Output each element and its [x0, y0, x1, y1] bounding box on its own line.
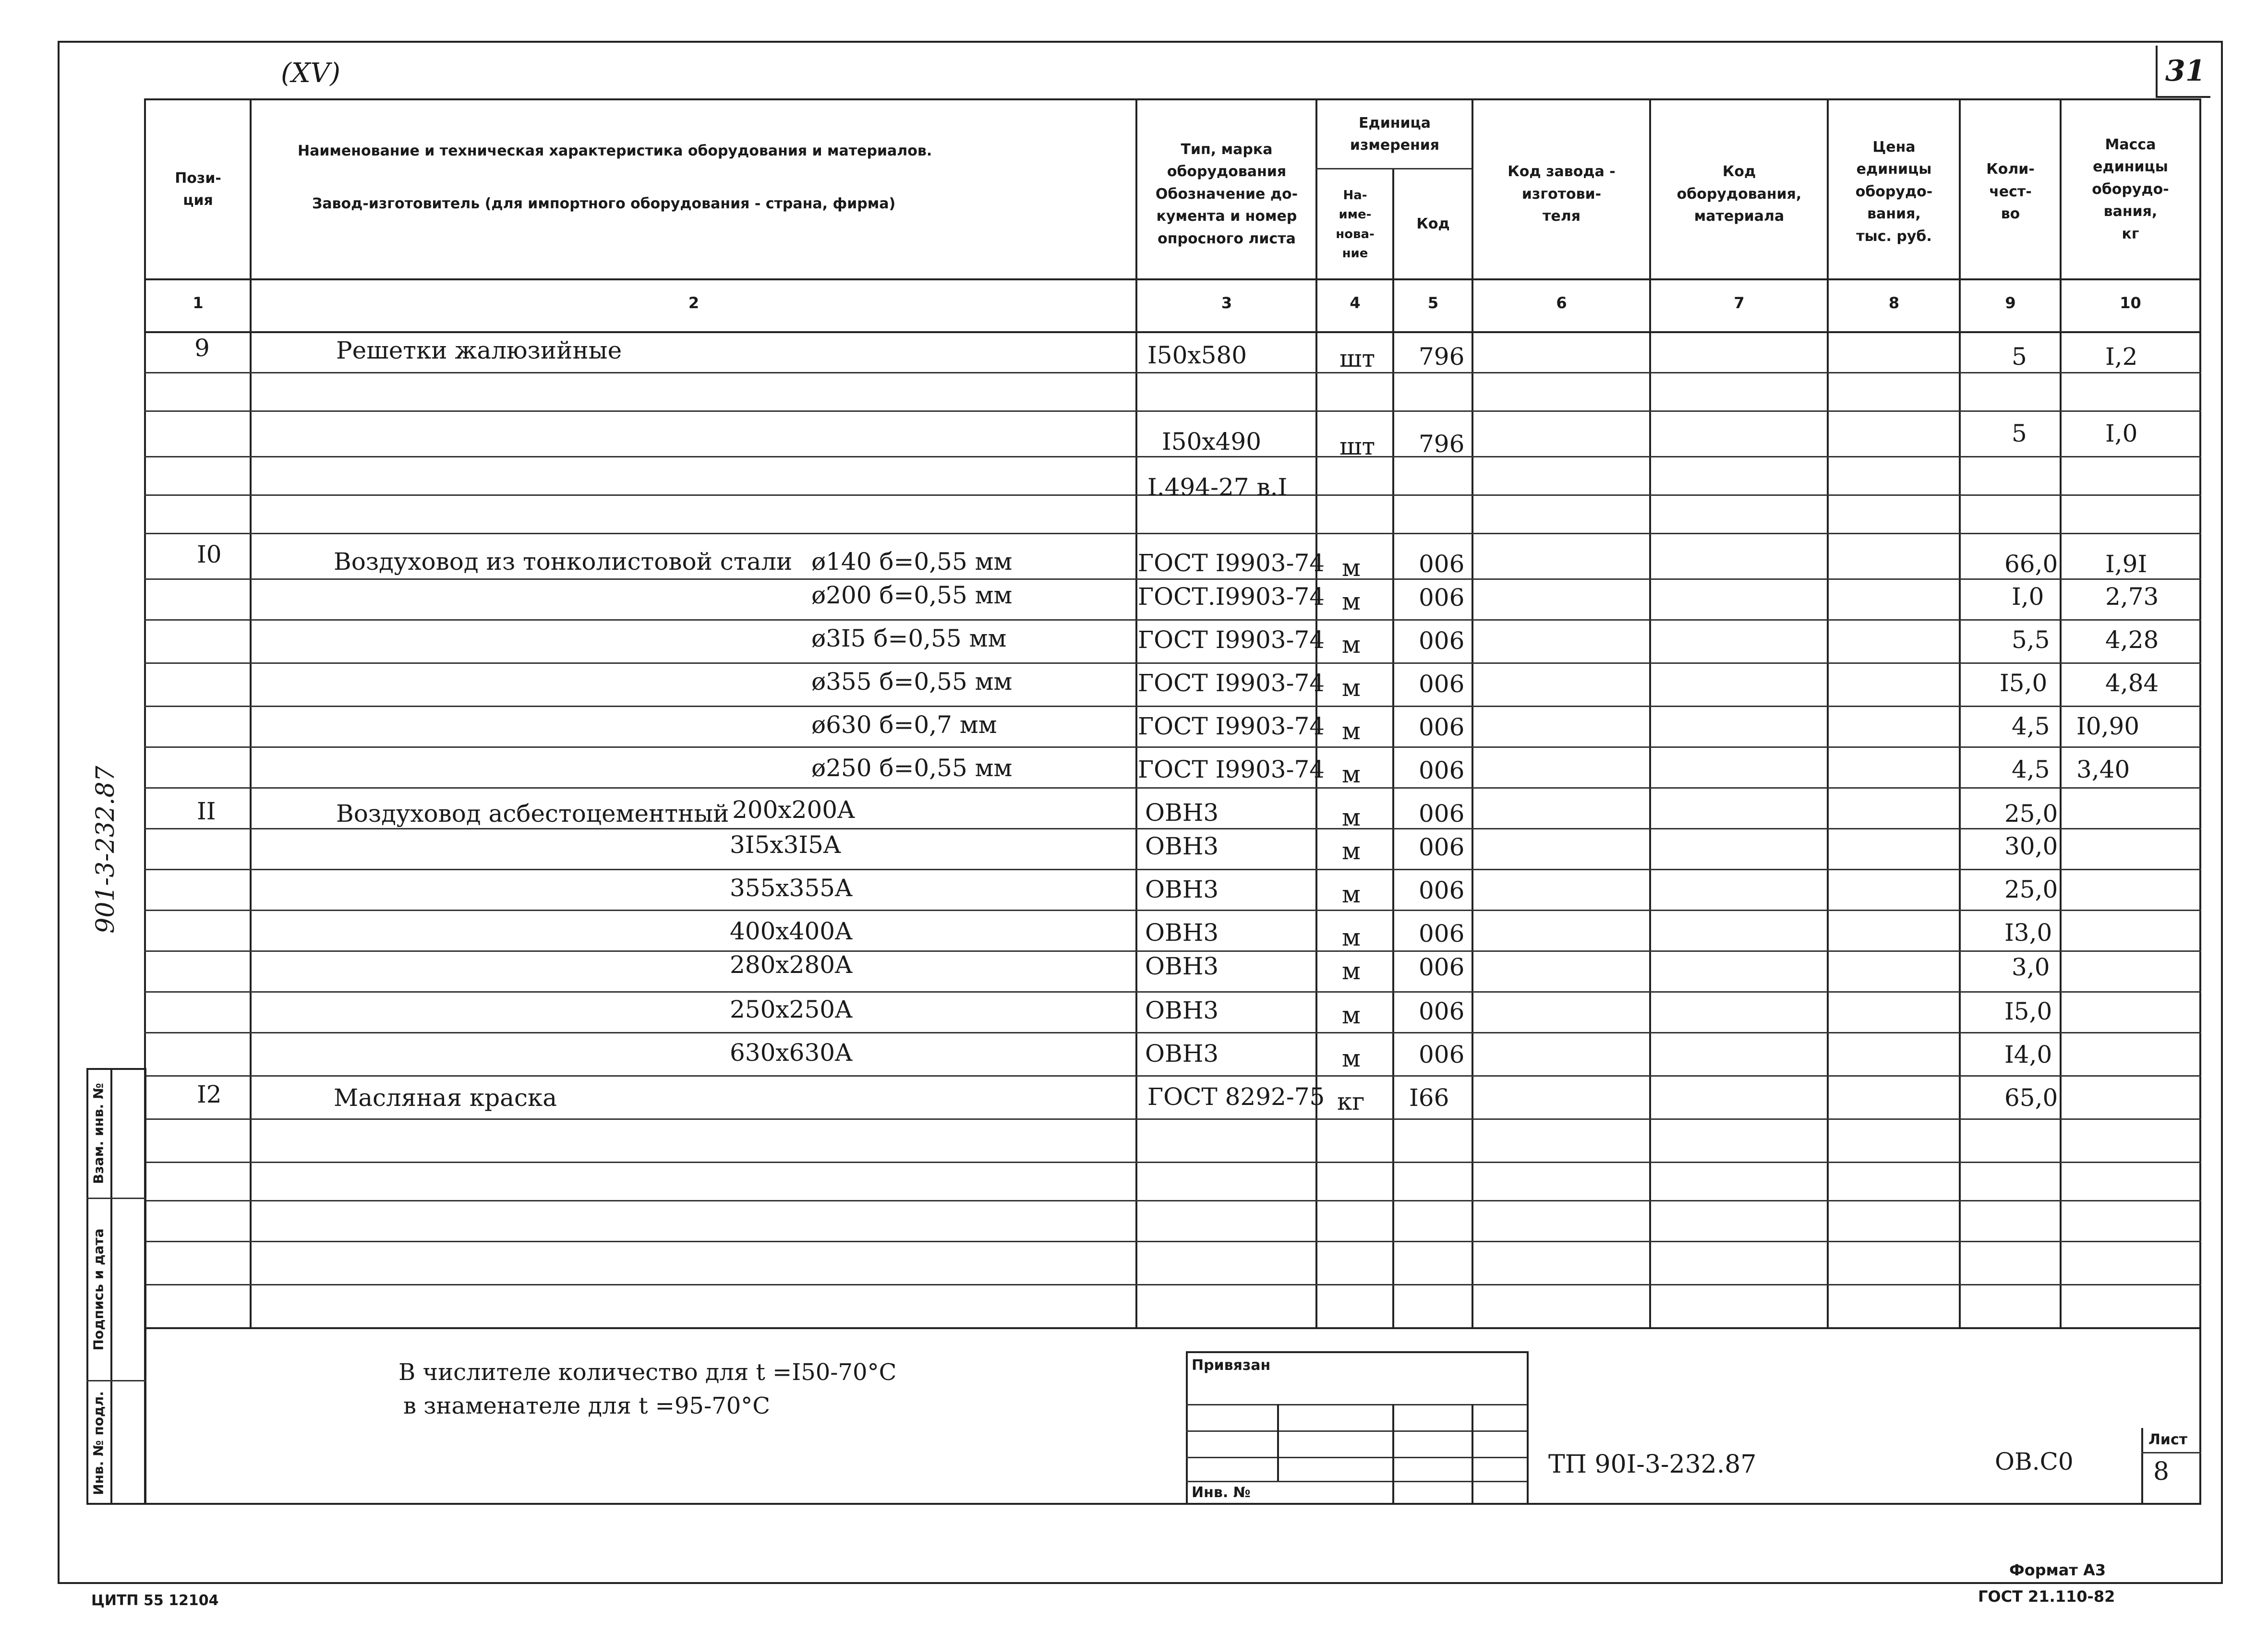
row-qty: 65,0 — [2004, 1084, 2058, 1112]
stamp-list-label: Лист — [2148, 1431, 2188, 1448]
row-name-detail: 280x280A — [730, 951, 853, 979]
row-unit: м — [1342, 957, 1361, 985]
header-manufacturer-code: Код завода - изготови- теля — [1508, 163, 1616, 225]
row-position: I2 — [197, 1080, 222, 1108]
col-number: 3 — [1221, 294, 1232, 312]
row-qty: 3,0 — [2012, 953, 2050, 981]
header-type: Тип, марка оборудования Обозначение до- кумента и номер опросного листа — [1155, 141, 1298, 247]
side-label-vzam: Взам. инв. № — [90, 1083, 107, 1184]
row-line — [144, 828, 2201, 829]
row-unit: м — [1342, 588, 1361, 615]
col-line — [2060, 98, 2062, 1327]
stamp-doc-code: ТП 90I-3-232.87 — [1548, 1450, 1757, 1479]
row-unit: м — [1342, 674, 1361, 702]
row-mass: I,9I — [2105, 550, 2147, 578]
side-label-inv-podl: Инв. № подл. — [90, 1391, 107, 1495]
row-code: 006 — [1419, 833, 1465, 861]
stamp-vline — [1472, 1404, 1473, 1505]
row-code: 006 — [1419, 584, 1465, 612]
row-mass: I0,90 — [2076, 712, 2140, 740]
row-line — [144, 746, 2201, 748]
row-qty: I5,0 — [2000, 669, 2048, 697]
row-unit: м — [1342, 1001, 1361, 1029]
row-name: Воздуховод из тонколистовой стали — [334, 548, 793, 576]
row-name-detail: ø630 б=0,7 мм — [811, 711, 997, 739]
row-unit: шт — [1339, 345, 1375, 372]
side-strip-vline — [110, 1068, 112, 1505]
row-line — [144, 869, 2201, 870]
row-qty: 66,0 — [2004, 550, 2058, 578]
col-number: 5 — [1427, 294, 1439, 312]
row-line — [144, 578, 2201, 580]
row-qty: I,0 — [2012, 583, 2044, 611]
stamp-vline — [1527, 1351, 1529, 1505]
row-code: 006 — [1419, 1041, 1465, 1068]
row-code: 006 — [1419, 876, 1465, 904]
stamp-mark: ОВ.С0 — [1995, 1448, 2074, 1476]
row-unit: м — [1342, 760, 1361, 788]
header-bottom — [144, 278, 2201, 280]
header-name: Наименование и техническая характеристика оборудования и материалов. — [298, 142, 932, 159]
stamp-list-number: 8 — [2153, 1457, 2170, 1486]
row-line — [144, 456, 2201, 457]
row-line — [144, 787, 2201, 789]
stamp-line — [1186, 1404, 1527, 1405]
side-code: 901-3-232.87 — [91, 766, 120, 934]
row-unit: м — [1342, 717, 1361, 745]
row-qty: 5 — [2012, 420, 2027, 447]
col-line — [250, 98, 252, 1327]
row-unit: м — [1342, 837, 1361, 865]
row-line — [144, 1241, 2201, 1242]
stamp-inv-no: Инв. № — [1192, 1484, 1251, 1501]
units-subline — [1315, 168, 1472, 169]
row-qty: 5,5 — [2012, 626, 2050, 654]
row-name-detail: 355x355A — [730, 874, 853, 902]
row-line — [144, 706, 2201, 707]
row-type: ГОСТ I9903-74 — [1138, 549, 1325, 577]
row-name-detail: 250x250A — [730, 996, 853, 1023]
row-name-detail: ø3I5 б=0,55 мм — [811, 624, 1007, 652]
row-code: 006 — [1419, 670, 1465, 698]
col-number: 1 — [193, 294, 204, 312]
row-line — [144, 410, 2201, 412]
row-line — [144, 662, 2201, 664]
row-type: ГОСТ I9903-74 — [1138, 712, 1325, 740]
row-type: ОВН3 — [1145, 876, 1219, 903]
col-line — [1135, 98, 1137, 1327]
row-mass: 2,73 — [2105, 583, 2159, 611]
row-type: ОВН3 — [1145, 1040, 1219, 1068]
row-qty: 4,5 — [2012, 756, 2050, 783]
row-line — [144, 950, 2201, 952]
row-code: 006 — [1419, 627, 1465, 655]
row-name-detail: 630x630A — [730, 1039, 853, 1067]
header-price: Цена единицы оборудо- вания, тыс. руб. — [1855, 138, 1933, 245]
row-qty: 30,0 — [2004, 832, 2058, 860]
note-line-1: В числителе количество для t =I50-70°C — [398, 1359, 897, 1386]
col-number: 10 — [2120, 294, 2141, 312]
col-line — [1649, 98, 1651, 1327]
row-line — [144, 991, 2201, 993]
row-position: 9 — [194, 334, 210, 362]
row-line — [144, 372, 2201, 373]
note-line-2: в знаменателе для t =95-70°C — [403, 1392, 770, 1419]
header-mass: Масса единицы оборудо- вания, кг — [2092, 136, 2169, 242]
row-code: 796 — [1419, 343, 1465, 371]
row-line — [144, 1162, 2201, 1163]
row-line — [144, 1118, 2201, 1120]
col-number: 4 — [1350, 294, 1361, 312]
row-type: ГОСТ 8292-75 — [1147, 1083, 1325, 1111]
col-number: 7 — [1734, 294, 1745, 312]
row-qty: 5 — [2012, 343, 2027, 371]
sheet-number-top: 31 — [2165, 54, 2206, 88]
row-name: Масляная краска — [334, 1084, 557, 1112]
row-type: ГОСТ I9903-74 — [1138, 756, 1325, 783]
row-type: I50x490 — [1162, 428, 1262, 456]
row-type: ГОСТ I9903-74 — [1138, 669, 1325, 697]
row-unit: м — [1342, 1044, 1361, 1072]
col-line — [1827, 98, 1829, 1327]
row-mass: 3,40 — [2076, 756, 2130, 783]
stamp-line — [1186, 1481, 1527, 1482]
header-quantity: Коли- чест- во — [1986, 161, 2035, 223]
header-unit-code: Код — [1416, 216, 1450, 233]
table-bottom — [144, 1327, 2201, 1329]
row-line — [144, 910, 2201, 911]
row-unit: м — [1342, 554, 1361, 582]
footer-left: ЦИТП 55 12104 — [91, 1592, 219, 1609]
side-label-podpis: Подпись и дата — [90, 1228, 107, 1351]
row-line — [144, 1075, 2201, 1077]
row-code: 006 — [1419, 953, 1465, 981]
stamp-line — [1186, 1430, 1527, 1432]
row-mass: 4,84 — [2105, 669, 2159, 697]
row-line — [144, 619, 2201, 621]
row-name-detail: ø200 б=0,55 мм — [811, 581, 1013, 609]
row-mass: I,0 — [2105, 420, 2138, 447]
col-number: 8 — [1888, 294, 1900, 312]
header-equipment-code: Код оборудования, материала — [1677, 163, 1802, 225]
row-name-detail: ø250 б=0,55 мм — [811, 754, 1013, 782]
row-name-detail: ø355 б=0,55 мм — [811, 668, 1013, 696]
header-units: Единица измерения — [1350, 114, 1440, 154]
row-unit: м — [1342, 631, 1361, 659]
col-line — [1959, 98, 1961, 1327]
row-name-detail: 200x200A — [732, 796, 855, 824]
row-type: ОВН3 — [1145, 919, 1219, 947]
row-line — [144, 1284, 2201, 1285]
row-name: Воздуховод асбестоцементный — [336, 800, 729, 828]
sheet-mark-top: (XV) — [281, 58, 341, 89]
row-unit: м — [1342, 880, 1361, 908]
row-mass: I,2 — [2105, 343, 2138, 371]
row-code: 006 — [1419, 997, 1465, 1025]
col-number: 9 — [2005, 294, 2016, 312]
row-line — [144, 1032, 2201, 1033]
row-unit: м — [1342, 924, 1361, 951]
row-code: 796 — [1419, 430, 1465, 458]
footer-gost: ГОСТ 21.110-82 — [1978, 1587, 2115, 1606]
row-qty: I3,0 — [2004, 919, 2052, 947]
colnum-bottom — [144, 331, 2201, 333]
row-code: 006 — [1419, 920, 1465, 948]
row-type: ОВН3 — [1145, 799, 1219, 827]
row-type: ОВН3 — [1145, 952, 1219, 980]
row-type: ОВН3 — [1145, 832, 1219, 860]
row-code: 006 — [1419, 550, 1465, 578]
stamp-vline — [1277, 1404, 1279, 1481]
row-name-detail: 3I5x3I5A — [730, 831, 841, 859]
row-code: 006 — [1419, 800, 1465, 828]
row-type: ГОСТ I9903-74 — [1138, 626, 1325, 654]
stamp-privyazan: Привязан — [1192, 1357, 1271, 1374]
row-name: Решетки жалюзийные — [336, 336, 622, 364]
col-number: 6 — [1556, 294, 1567, 312]
col-number: 2 — [688, 294, 700, 312]
row-unit: м — [1342, 804, 1361, 831]
row-qty: 25,0 — [2004, 800, 2058, 828]
stamp-vline — [1392, 1404, 1394, 1505]
row-qty: 25,0 — [2004, 876, 2058, 903]
row-code: 006 — [1419, 756, 1465, 784]
row-line — [144, 1200, 2201, 1201]
header-manufacturer: Завод-изготовитель (для импортного оборудования - страна, фирма) — [312, 195, 896, 212]
row-code: I66 — [1409, 1084, 1449, 1112]
row-type: I50x580 — [1147, 341, 1247, 369]
row-position: I0 — [197, 540, 222, 568]
row-name-detail: 400x400A — [730, 917, 853, 945]
row-mass: 4,28 — [2105, 626, 2159, 654]
col-line — [1472, 98, 1473, 1327]
row-type: ГОСТ.I9903-74 — [1138, 583, 1325, 611]
row-unit: шт — [1339, 432, 1375, 460]
stamp-line — [2141, 1452, 2201, 1453]
header-unit-name: На- име- нова- ние — [1336, 188, 1375, 261]
row-code: 006 — [1419, 713, 1465, 741]
row-qty: I4,0 — [2004, 1041, 2052, 1068]
row-type: ОВН3 — [1145, 996, 1219, 1024]
stamp-line — [1186, 1457, 1527, 1458]
row-name-detail: ø140 б=0,55 мм — [811, 548, 1013, 576]
row-qty: 4,5 — [2012, 712, 2050, 740]
row-position: II — [197, 797, 216, 825]
row-qty: I5,0 — [2004, 997, 2052, 1025]
row-type: I.494-27 в.I — [1147, 473, 1288, 501]
row-line — [144, 533, 2201, 534]
header-position: Пози- ция — [175, 169, 221, 209]
footer-format: Формат А3 — [2009, 1561, 2106, 1579]
row-unit: кг — [1337, 1088, 1365, 1116]
